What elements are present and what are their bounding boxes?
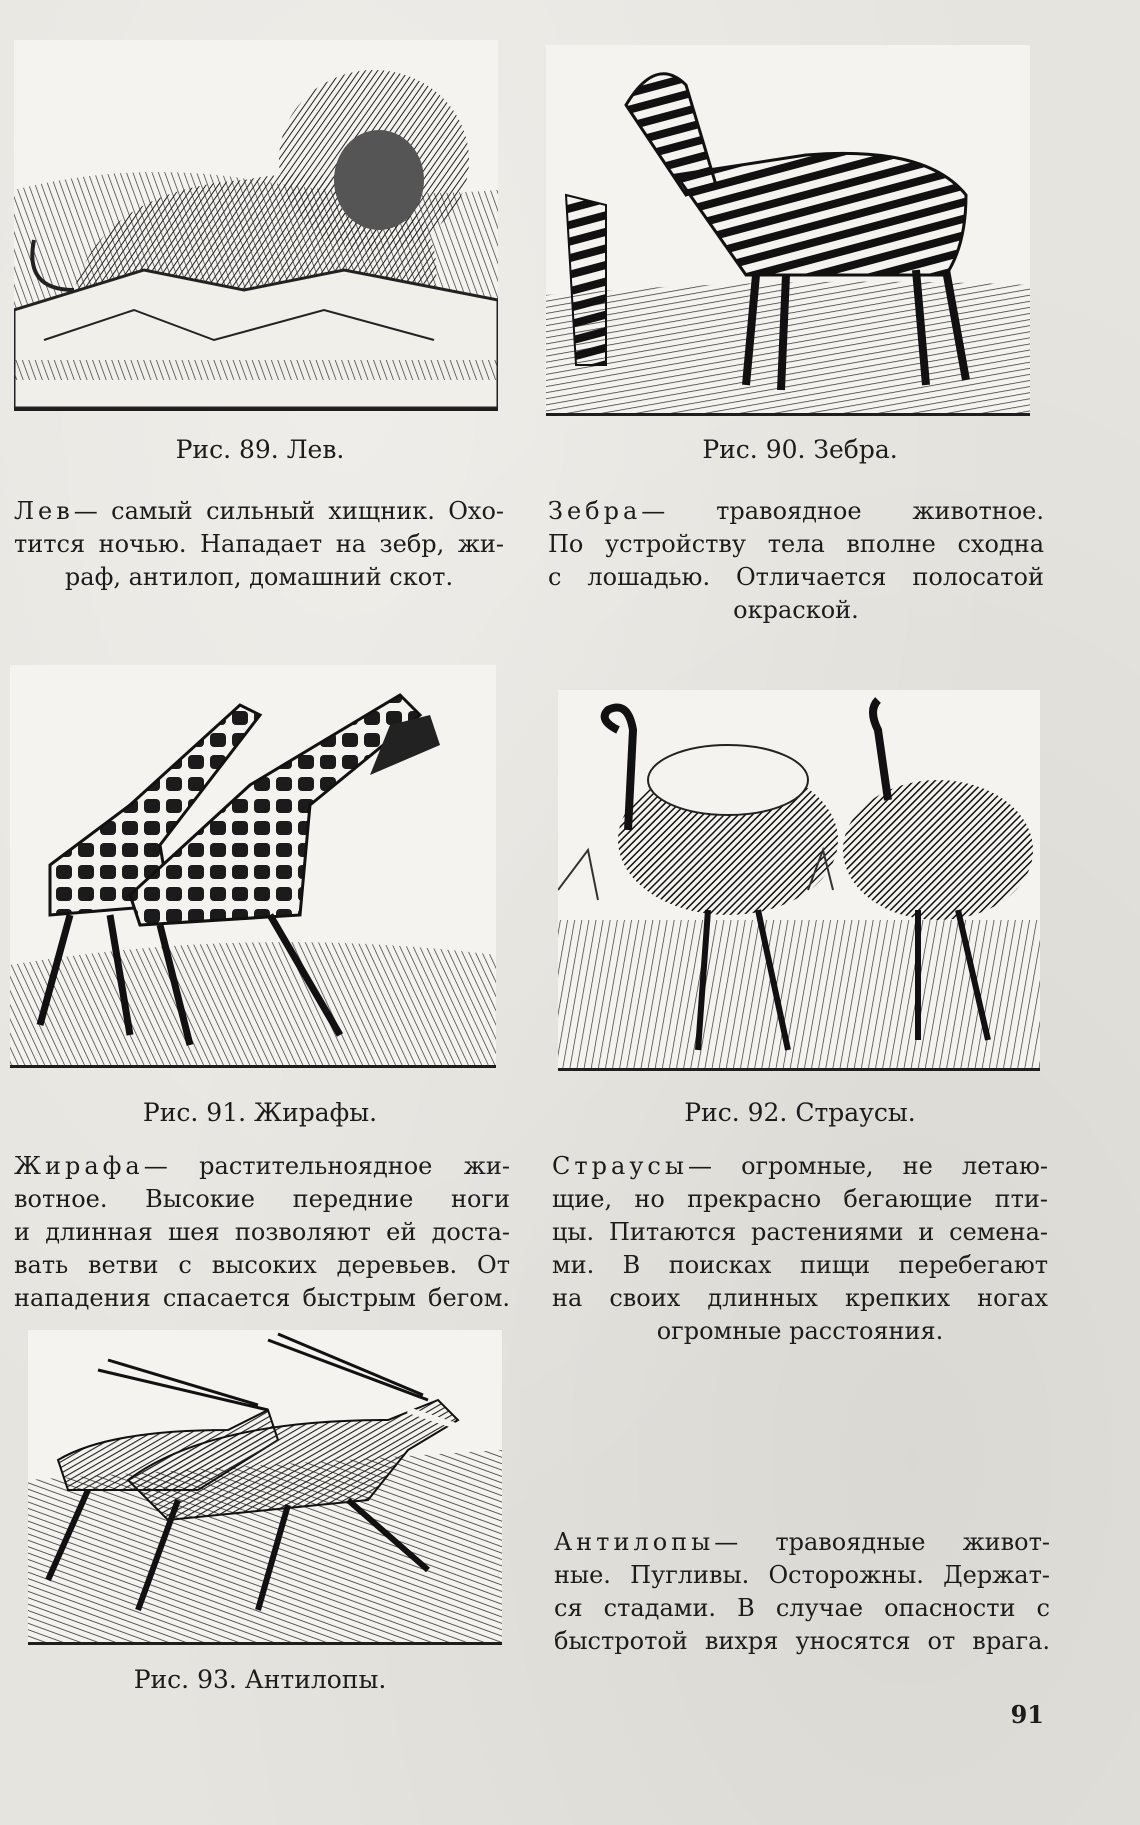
page-number: 91 xyxy=(1010,1700,1044,1729)
lion-illustration xyxy=(14,40,498,411)
antelope-caption: Рис. 93. Антилопы. xyxy=(133,1665,387,1694)
zebra-line-3: с лошадью. Отличается полосатой xyxy=(548,563,1044,591)
giraffe-caption: Рис. 91. Жирафы. xyxy=(142,1098,378,1127)
giraffe-line-3: и длинная шея позволяют ей доста- xyxy=(14,1218,510,1246)
lion-line-2: тится ночью. Нападает на зебр, жи- xyxy=(14,530,504,558)
lion-term: Лев xyxy=(14,497,74,525)
giraffe-line-4: вать ветви с высоких деревьев. От xyxy=(14,1251,510,1279)
giraffe-line-2: вотное. Высокие передние ноги xyxy=(14,1185,510,1213)
ostrich-line-1: — огромные, не летаю- xyxy=(687,1152,1048,1180)
ostrich-line-5: на своих длинных крепких ногах xyxy=(552,1284,1048,1312)
zebra-line-1: — травоядное животное. xyxy=(641,497,1044,525)
ostrich-caption: Рис. 92. Страусы. xyxy=(684,1098,916,1127)
zebra-line-2: По устройству тела вполне сходна xyxy=(548,530,1044,558)
giraffe-term: Жирафа xyxy=(14,1152,144,1180)
zebra-description xyxy=(548,495,1044,627)
ostrich-line-3: цы. Питаются растениями и семена- xyxy=(552,1218,1048,1246)
antelope-line-1: — травоядные живот- xyxy=(714,1528,1050,1556)
ostrich-line-4: ми. В поисках пищи перебегают xyxy=(552,1251,1048,1279)
antelope-description xyxy=(554,1526,1050,1658)
ostrich-line-6: огромные расстояния. xyxy=(656,1317,944,1345)
zebra-term: Зебра xyxy=(548,497,642,525)
giraffe-description xyxy=(14,1150,510,1315)
antelope-line-3: ся стадами. В случае опасности с xyxy=(554,1594,1050,1622)
giraffe-illustration xyxy=(10,665,496,1068)
zebra-caption: Рис. 90. Зебра. xyxy=(702,435,898,464)
ostrich-term: Страусы xyxy=(552,1152,688,1180)
antelope-illustration xyxy=(28,1330,502,1645)
lion-description xyxy=(14,495,504,594)
ostrich-description xyxy=(552,1150,1048,1348)
ostrich-illustration xyxy=(558,690,1040,1071)
zebra-illustration xyxy=(546,45,1030,416)
lion-line-3: раф, антилоп, домашний скот. xyxy=(64,563,454,591)
antelope-line-4: быстротой вихря уносятся от врага. xyxy=(554,1627,1050,1655)
zebra-line-4: окраской. xyxy=(733,596,859,624)
giraffe-line-5: нападения спасается быстрым бегом. xyxy=(14,1284,510,1312)
antelope-line-2: ные. Пугливы. Осторожны. Держат- xyxy=(554,1561,1050,1589)
antelope-term: Антилопы xyxy=(554,1528,715,1556)
lion-caption: Рис. 89. Лев. xyxy=(175,435,345,464)
lion-line-1: — самый сильный хищник. Охо- xyxy=(73,497,504,525)
ostrich-line-2: щие, но прекрасно бегающие пти- xyxy=(552,1185,1048,1213)
giraffe-line-1: — растительноядное жи- xyxy=(143,1152,510,1180)
